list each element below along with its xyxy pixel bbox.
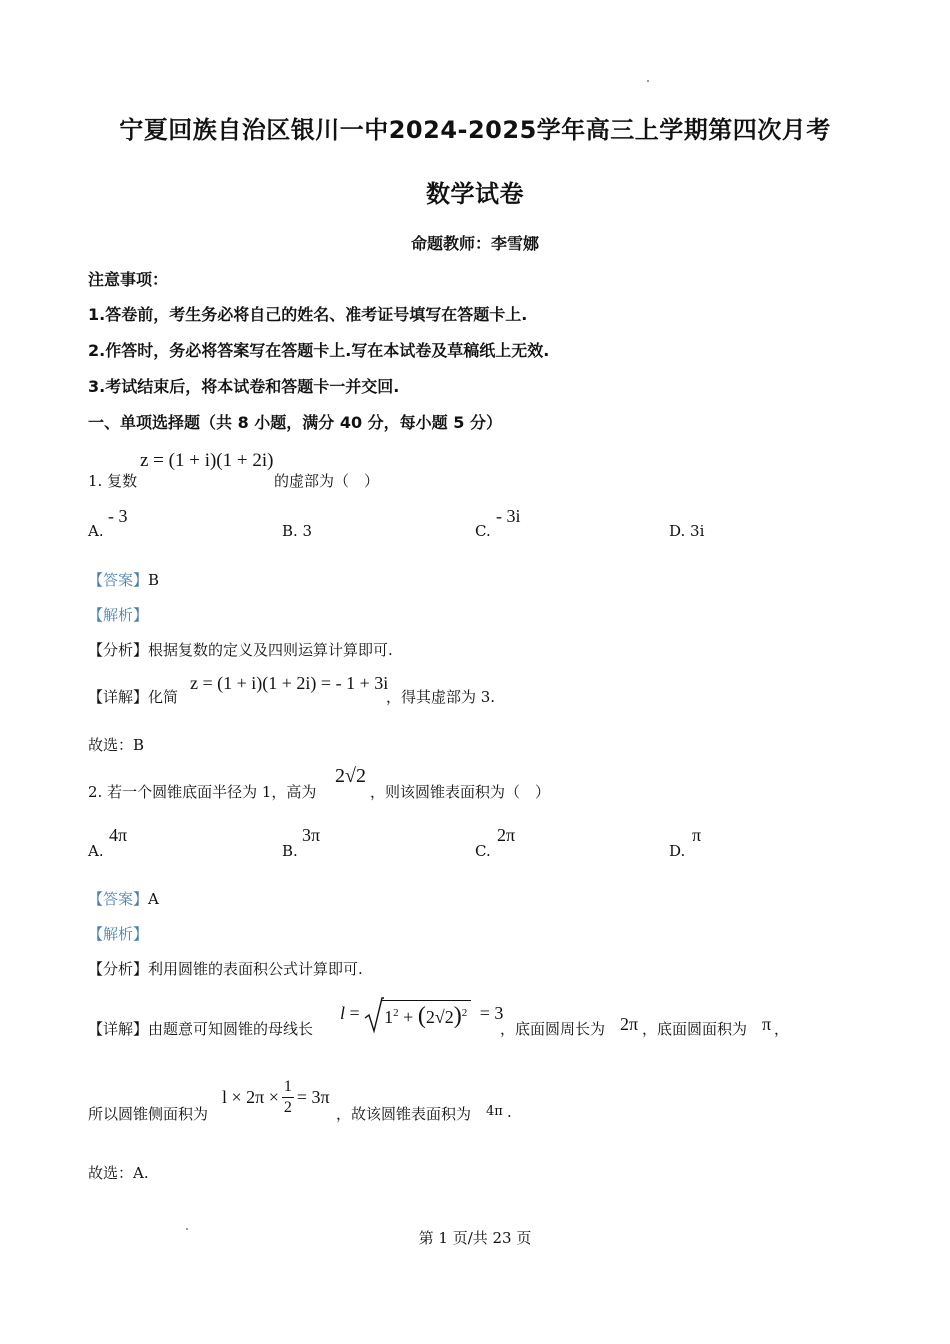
section-heading: 一、单项选择题（共 8 小题，满分 40 分，每小题 5 分） bbox=[88, 413, 502, 432]
q2-stem-pre: 2. 若一个圆锥底面半径为 1，高为 bbox=[88, 783, 317, 801]
teacher-line: 命题教师：李雪娜 bbox=[410, 234, 539, 253]
q2-option-c-value: 2π bbox=[497, 825, 516, 845]
q2-analysis: 【分析】利用圆锥的表面积公式计算即可. bbox=[88, 960, 363, 978]
q1-option-a-label: A. bbox=[88, 522, 104, 540]
q2-option-c-label: C. bbox=[475, 842, 491, 860]
q2-stem-formula: 2√2 bbox=[335, 765, 366, 787]
q2-line2-pre: 所以圆锥侧面积为 bbox=[88, 1105, 209, 1123]
q1-stem-pre: 1. 复数 bbox=[88, 472, 138, 490]
q2-line2-total: 4π bbox=[486, 1104, 503, 1119]
q2-option-a-value: 4π bbox=[109, 825, 128, 845]
notes-item: 3.考试结束后，将本试卷和答题卡一并交回. bbox=[88, 377, 400, 396]
q1-option-d: D. 3i bbox=[669, 522, 705, 540]
q2-option-d-label: D. bbox=[669, 842, 686, 860]
q2-line2-end: . bbox=[507, 1103, 512, 1121]
var-l: l bbox=[340, 1003, 346, 1024]
q2-conclusion: 故选：A. bbox=[88, 1164, 149, 1182]
result: = 3 bbox=[479, 1003, 504, 1024]
radicand: $1^2 + (2√2)^2$ bbox=[382, 1000, 471, 1030]
term-one: 1 bbox=[384, 1007, 394, 1027]
answer-tag: 【答案】 bbox=[88, 890, 149, 908]
page-title: 宁夏回族自治区银川一中2024-2025学年高三上学期第四次月考 bbox=[119, 116, 831, 144]
q2-detail-pre: 【详解】由题意可知圆锥的母线长 bbox=[88, 1020, 314, 1038]
formula-part-b: = 3π bbox=[296, 1086, 330, 1107]
q1-detail-pre: 【详解】化简 bbox=[88, 688, 179, 706]
formula-part-a: l × 2π × bbox=[222, 1086, 279, 1107]
answer-value: B bbox=[148, 571, 160, 589]
paren-open: ( bbox=[417, 1003, 426, 1029]
q1-analysis: 【分析】根据复数的定义及四则运算计算即可. bbox=[88, 641, 393, 659]
paren-close: ) bbox=[453, 1003, 462, 1029]
page-subtitle: 数学试卷 bbox=[426, 180, 524, 208]
q2-lateral-formula bbox=[222, 1074, 330, 1120]
q2-option-d-value: π bbox=[692, 825, 702, 845]
q2-jiexi-tag: 【解析】 bbox=[88, 925, 149, 943]
notes-heading: 注意事项： bbox=[88, 270, 169, 289]
q2-slant-formula bbox=[340, 996, 503, 1036]
q2-circumference: 2π bbox=[620, 1014, 639, 1034]
q2-detail-mid1: ，底面圆周长为 bbox=[500, 1020, 606, 1038]
q1-detail-post: ，得其虚部为 3. bbox=[386, 688, 496, 706]
scan-dot bbox=[647, 80, 649, 82]
exponent: 2 bbox=[461, 1007, 468, 1019]
q1-detail-formula: z = (1 + i)(1 + 2i) = - 1 + 3i bbox=[190, 673, 389, 693]
page-number: 第 1 页/共 23 页 bbox=[418, 1229, 532, 1247]
denominator: 2 bbox=[283, 1098, 292, 1116]
q2-option-a-label: A. bbox=[88, 842, 104, 860]
q1-option-a-value: - 3 bbox=[108, 506, 128, 526]
q2-option-b-value: 3π bbox=[302, 825, 321, 845]
q2-detail-mid2: ，底面圆面积为 bbox=[642, 1020, 748, 1038]
q1-answer bbox=[88, 569, 159, 590]
answer-tag: 【答案】 bbox=[88, 571, 149, 589]
answer-value: A bbox=[148, 890, 159, 908]
q2-detail-end: ， bbox=[774, 1020, 790, 1038]
q1-conclusion: 故选：B bbox=[88, 736, 145, 754]
q1-jiexi-tag: 【解析】 bbox=[88, 606, 149, 624]
notes-item: 1.答卷前，考生务必将自己的姓名、准考证号填写在答题卡上. bbox=[88, 305, 528, 324]
q2-area: π bbox=[762, 1014, 772, 1034]
notes-item: 2.作答时，务必将答案写在答题卡上.写在本试卷及草稿纸上无效. bbox=[88, 341, 550, 360]
q2-answer bbox=[88, 888, 159, 909]
q2-option-b-label: B. bbox=[282, 842, 298, 860]
q1-option-c-value: - 3i bbox=[496, 506, 521, 526]
q1-option-b: B. 3 bbox=[282, 522, 313, 540]
q1-option-c-label: C. bbox=[475, 522, 491, 540]
q1-formula: z = (1 + i)(1 + 2i) bbox=[140, 450, 274, 471]
q1-stem-post: 的虚部为（ ） bbox=[274, 472, 380, 490]
fraction bbox=[282, 1079, 294, 1116]
q2-stem-post: ，则该圆锥表面积为（ ） bbox=[370, 783, 551, 801]
q2-line2-mid: ，故该圆锥表面积为 bbox=[336, 1105, 472, 1123]
term-inner: 2√2 bbox=[425, 1007, 454, 1027]
numerator: 1 bbox=[282, 1079, 294, 1098]
exponent: 2 bbox=[393, 1007, 399, 1019]
sqrt-icon bbox=[364, 996, 384, 1034]
equals: = bbox=[349, 1003, 360, 1024]
